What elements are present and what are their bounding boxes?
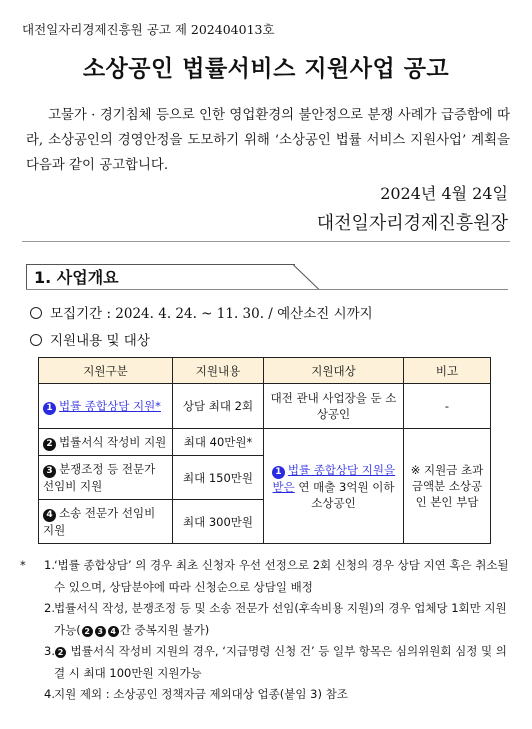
number-badge-icon: 3 [43,465,56,478]
bullet-text: 지원내용 및 대상 [50,333,150,349]
column-header: 지원내용 [173,358,264,384]
bullet-text: 모집기간 : 2024. 4. 24. ~ 11. 30. / 예산소진 시까지 [50,306,373,322]
number-badge-icon: 4 [43,509,56,522]
number-badge-icon: 1 [43,402,56,415]
remark-cell: ※ 지원금 초과 금액분 소상공인 본인 부담 [404,429,491,544]
consultation-link[interactable]: 법률 종합상담 지원* [59,398,161,413]
section-title: 1. 사업개요 [34,268,119,287]
target-text: 연 매출 3억원 이하 소상공인 [298,479,395,510]
table-row [39,384,491,429]
column-header: 지원구분 [39,358,173,384]
footnote-star: * [20,558,26,572]
footnote-text: 법률서식 작성, 분쟁조정 등 및 소송 전문가 선임(후속비용 지원)의 경우 업체당 1회만 지원 가능( [54,601,507,637]
footnote-item [20,684,516,706]
footnote-number: 2. [44,601,55,615]
number-badge-icon: 2 [55,647,66,658]
page-title: 소상공인 법률서비스 지원사업 공고 [82,55,450,82]
remark-cell: - [404,384,491,429]
number-badge-icon: 1 [272,466,285,479]
document-number: 대전일자리경제진흥원 공고 제 202404013호 [22,22,275,37]
footnote-item [20,555,516,598]
footnote-text: 지원 제외 : 소상공인 정책자금 제외대상 업종(붙임 3) 참조 [54,687,348,701]
number-badge-icon: 2 [43,438,56,451]
announcement-date: 2024년 4월 24일 [380,184,508,203]
footnotes [20,555,516,706]
number-badge-icon: 3 [95,626,106,637]
support-content-cell: 최대 150만원 [173,456,264,500]
number-badge-icon: 2 [82,626,93,637]
support-type-cell [39,429,173,456]
table-row [39,429,491,456]
support-type-label: 분쟁조정 등 전문가 선임비 지원 [43,462,156,493]
bullet-recruit-period [30,302,373,322]
footnote-number: 1. [44,558,55,572]
section-header-slant [293,264,321,290]
footnote-item [20,598,516,641]
footnote-number: 3. [44,644,55,658]
support-type-label: 법률서식 작성비 지원 [59,434,167,449]
section-underline [26,289,508,290]
intro-paragraph: 고물가 · 경기침체 등으로 인한 영업환경의 불안정으로 분쟁 사례가 급증함에 따라, 소상공인의 경영안정을 도모하기 위해 ‘소상공인 법률 서비스 지원사업’ 계획을 다음과 같이 공고합니다. [26,108,510,173]
target-cell: 대전 관내 사업장을 둔 소상공인 [264,384,404,429]
support-content-cell: 최대 300만원 [173,500,264,544]
support-type-cell [39,500,173,544]
footnote-text: 간 중복지원 불가) [119,622,210,637]
footnote-item [20,641,516,684]
footnote-text: 법률서식 작성비 지원의 경우, ‘지급명령 신청 건’ 등 일부 항목은 심의위원회 심정 및 의결 시 최대 100만원 지원가능 [54,644,507,680]
issuer-name: 대전일자리경제진흥원장 [316,213,508,234]
support-type-cell [39,384,173,429]
support-content-cell: 상담 최대 2회 [173,384,264,429]
footnote-number: 4. [44,687,55,701]
column-header: 비고 [404,358,491,384]
support-content-cell: 최대 40만원* [173,429,264,456]
number-badge-icon: 4 [108,626,119,637]
divider [22,241,510,242]
support-type-cell [39,456,173,500]
target-cell [264,429,404,544]
bullet-support [30,329,150,349]
circle-bullet-icon [30,334,42,346]
consultation-ref-link[interactable]: 법률 종합상담 지원을 받은 [272,462,396,494]
support-type-label: 소송 전문가 선임비 지원 [43,506,156,537]
circle-bullet-icon [30,307,42,319]
support-table [38,357,491,544]
column-header: 지원대상 [264,358,404,384]
table-header-row [39,358,491,384]
footnote-text: ‘법률 종합상담’ 의 경우 최초 신청자 우선 선정으로 2회 신청의 경우 상담 지연 혹은 취소될 수 있으며, 상담분야에 따라 신청순으로 상담일 배정 [54,558,509,594]
